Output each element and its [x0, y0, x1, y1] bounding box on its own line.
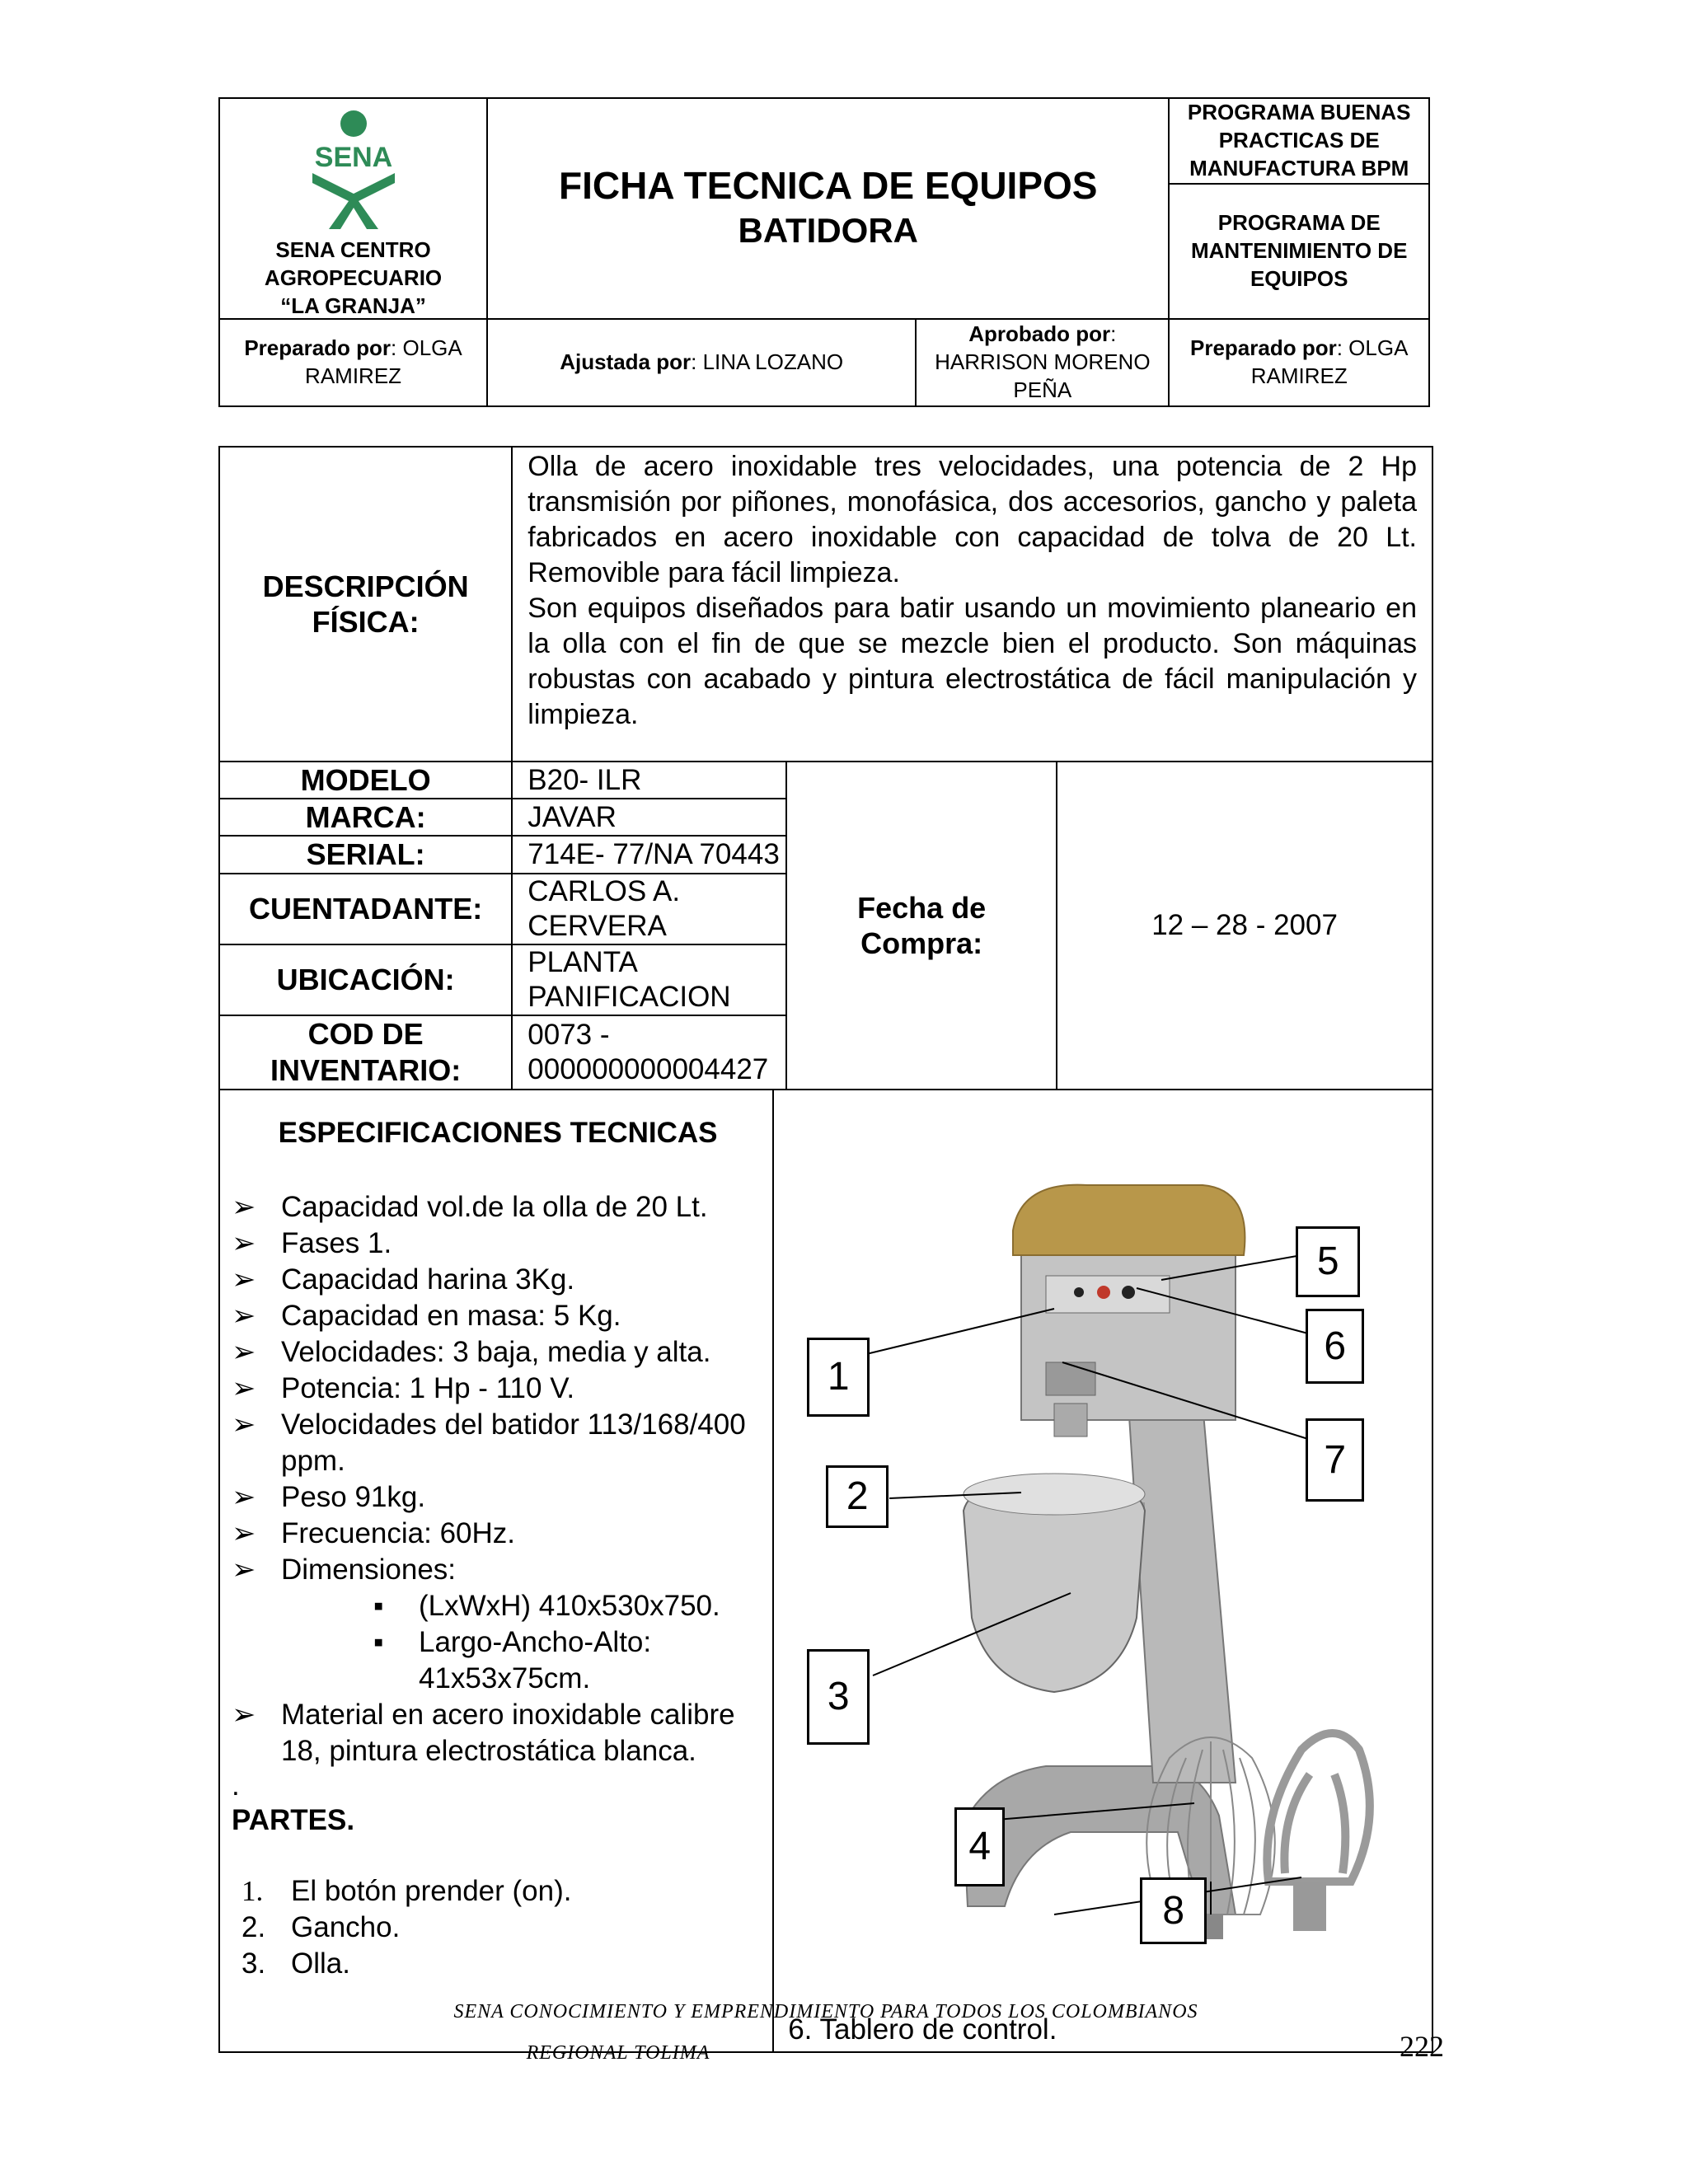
field-label: CUENTADANTE:: [219, 874, 512, 944]
field-label: COD DE INVENTARIO:: [219, 1015, 512, 1090]
callout-1: 1: [807, 1338, 870, 1417]
spec-text: Dimensiones:: [281, 1553, 457, 1586]
page-number: 222: [1400, 2030, 1444, 2063]
field-value: PLANTA PANIFICACION: [512, 944, 786, 1015]
spec-text: Capacidad harina 3Kg.: [281, 1263, 575, 1296]
main-table: [218, 446, 1433, 2053]
arrow-bullet-icon: ➢: [232, 1516, 256, 1549]
part-item: Olla.: [291, 1947, 350, 1980]
field-label: MODELO: [219, 762, 512, 799]
header-table: [218, 97, 1430, 407]
image-cell: [773, 1090, 1432, 2052]
list-item: [232, 1189, 764, 1226]
adjusted-by: Ajustada por: LINA LOZANO: [487, 319, 916, 406]
spec-text: Peso 91kg.: [281, 1480, 426, 1513]
list-item: [232, 1479, 764, 1516]
field-label: UBICACIÓN:: [219, 944, 512, 1015]
page-subtitle: BATIDORA: [738, 211, 919, 250]
list-item: [232, 1262, 764, 1298]
list-item: [232, 1371, 764, 1407]
dimensions-sublist: [232, 1588, 764, 1697]
arrow-bullet-icon: ➢: [232, 1263, 256, 1296]
field-label: SERIAL:: [219, 836, 512, 873]
arrow-bullet-icon: ➢: [232, 1226, 256, 1259]
org-name: SENA CENTRO AGROPECUARIO “LA GRANJA”: [264, 237, 443, 318]
page-title: FICHA TECNICA DE EQUIPOS: [559, 164, 1098, 207]
field-label: MARCA:: [219, 799, 512, 836]
list-item: [232, 1407, 764, 1479]
field-value: CARLOS A. CERVERA: [512, 874, 786, 944]
arrow-bullet-icon: ➢: [232, 1371, 256, 1404]
purchase-date: 12 – 28 - 2007: [1057, 762, 1432, 1090]
part-item: El botón prender (on).: [291, 1874, 572, 1907]
parts-heading: PARTES.: [232, 1803, 355, 1836]
spec-text: Frecuencia: 60Hz.: [281, 1516, 516, 1549]
prepared-by-2: Preparado por: OLGA RAMIREZ: [1169, 319, 1429, 406]
description-label: DESCRIPCIÓN FÍSICA:: [219, 447, 512, 762]
callout-6: 6: [1306, 1309, 1364, 1384]
field-value: B20- ILR: [512, 762, 786, 799]
arrow-bullet-icon: ➢: [232, 1335, 256, 1368]
list-dot: .: [232, 1769, 240, 1802]
field-value: 714E- 77/NA 70443: [512, 836, 786, 873]
spec-text: Capacidad en masa: 5 Kg.: [281, 1299, 621, 1332]
prepared-by: Preparado por: OLGA RAMIREZ: [219, 319, 487, 406]
list-item: [232, 1516, 764, 1552]
logo-text: SENA: [314, 142, 393, 173]
field-value: 0073 - 000000000004427: [512, 1015, 786, 1090]
part-6-caption: 6. Tablero de control.: [788, 2013, 1057, 2046]
spec-text: Fases 1.: [281, 1226, 392, 1259]
logo-cell: [219, 98, 487, 319]
title-cell: [487, 98, 1169, 319]
description-text: Olla de acero inoxidable tres velocidades, una potencia de 2 Hp transmisión por piñones, monofásica, dos accesorios, gancho y paleta fabricados en acero inoxidable con capacidad de tolva de 20 Lt. Removible para fácil limpieza. Son equipos diseñados para batir usando un movimiento planeario en la olla con el fin de que se mezcle bien el producto. Son máquinas robustas con acabado y pintura electrostática de fácil manipulación y limpieza.: [512, 447, 1432, 762]
program-maintenance: PROGRAMA DE MANTENIMIENTO DE EQUIPOS: [1169, 184, 1429, 319]
list-item: [232, 1334, 764, 1371]
callout-2: 2: [826, 1465, 889, 1528]
part-item: Gancho.: [291, 1910, 401, 1943]
callout-7: 7: [1306, 1418, 1364, 1502]
purchase-label: Fecha de Compra:: [786, 762, 1057, 1090]
footer-slogan: SENA CONOCIMIENTO Y EMPRENDIMIENTO PARA TODOS LOS COLOMBIANOS: [453, 2001, 1198, 2022]
arrow-bullet-icon: ➢: [232, 1299, 256, 1332]
list-item: ▪ (LxWxH) 410x530x750.: [373, 1589, 720, 1622]
footer-region: REGIONAL TOLIMA: [526, 2042, 710, 2064]
approved-by: Aprobado por: HARRISON MORENO PEÑA: [916, 319, 1169, 406]
sena-logo: [296, 107, 411, 231]
list-item: ➢ Material en acero inoxidable calibre 18, pintura electrostática blanca.: [232, 1698, 735, 1767]
spec-text: Velocidades: 3 baja, media y alta.: [281, 1335, 711, 1368]
callout-5: 5: [1296, 1226, 1360, 1297]
spec-text: Velocidades del batidor 113/168/400 ppm.: [281, 1408, 746, 1477]
arrow-bullet-icon: ➢: [232, 1408, 256, 1441]
spec-text: Potencia: 1 Hp - 110 V.: [281, 1371, 575, 1404]
arrow-bullet-icon: ➢: [232, 1480, 256, 1513]
arrow-bullet-icon: ➢: [232, 1190, 256, 1223]
callout-4: 4: [954, 1807, 1005, 1886]
list-item: [232, 1226, 764, 1262]
field-value: JAVAR: [512, 799, 786, 836]
arrow-bullet-icon: ➢: [232, 1553, 256, 1586]
specs-heading: ESPECIFICACIONES TECNICAS: [278, 1116, 718, 1149]
specs-cell: [219, 1090, 773, 2052]
list-item: ▪ Largo-Ancho-Alto: 41x53x75cm.: [373, 1625, 652, 1694]
program-bpm: PROGRAMA BUENAS PRACTICAS DE MANUFACTURA BPM: [1169, 98, 1429, 184]
parts-list: 1. El botón prender (on). 2. Gancho. 3. Olla.: [232, 1873, 764, 1982]
callout-8: 8: [1140, 1877, 1207, 1944]
specs-list: [220, 1090, 772, 1982]
callout-3: 3: [807, 1649, 870, 1745]
list-item: [232, 1298, 764, 1334]
list-item: [232, 1552, 764, 1588]
spec-text: Capacidad vol.de la olla de 20 Lt.: [281, 1190, 708, 1223]
